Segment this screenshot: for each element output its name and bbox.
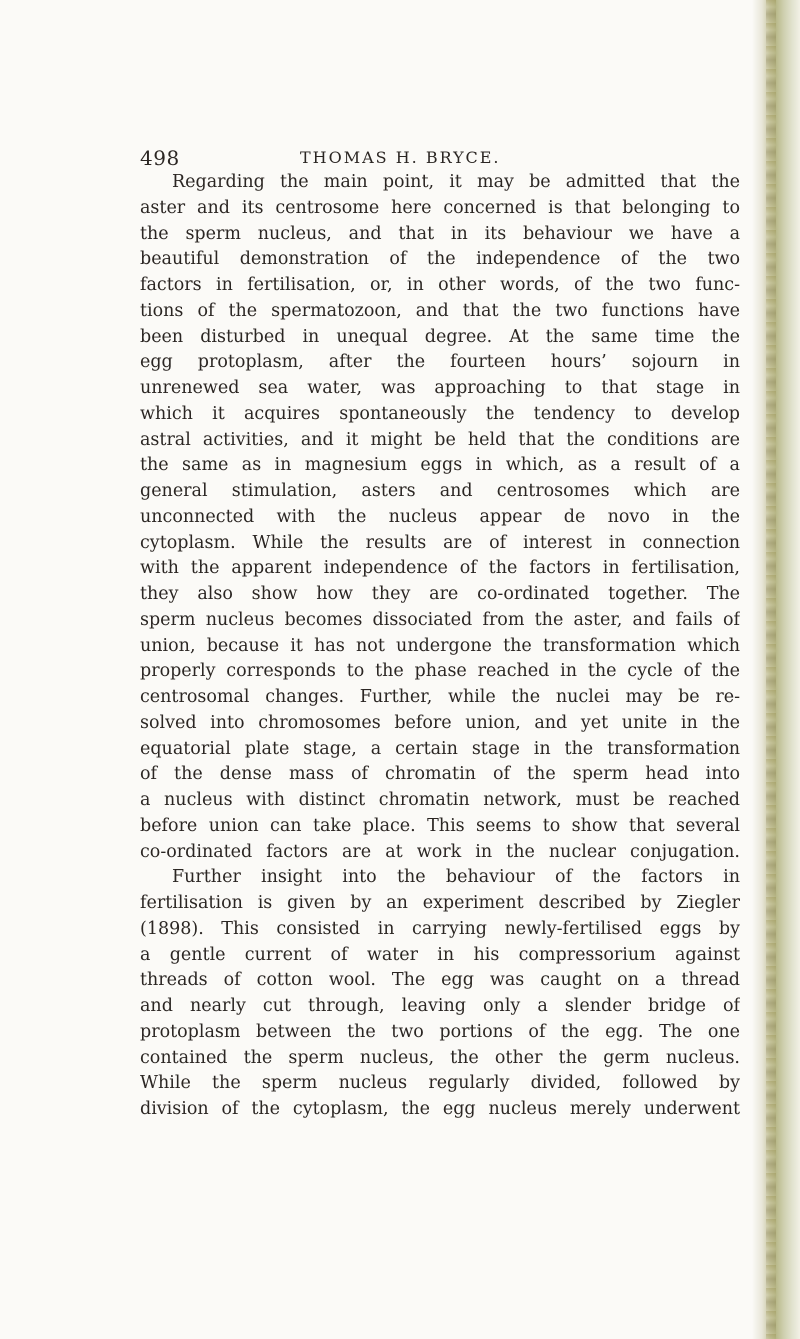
text-line: beautiful demonstration of the independence of the two <box>140 249 740 270</box>
text-line: general stimulation, asters and centrosomes which are <box>140 481 740 501</box>
text-line: a nucleus with distinct chromatin network, must be reached <box>140 790 740 810</box>
text-line: unrenewed sea water, was approaching to that stage in <box>140 378 740 398</box>
text-line: of the dense mass of chromatin of the sperm head into <box>140 764 740 785</box>
text-line: aster and its centrosome here concerned is that belonging to <box>140 197 740 218</box>
text-line: factors in fertilisation, or, in other words, of the two func- <box>140 275 740 295</box>
text-line: co-ordinated factors are at work in the nuclear conjugation. <box>140 841 740 862</box>
text-line: cytoplasm. While the results are of interest in connection <box>140 532 740 553</box>
text-line: fertilisation is given by an experiment described by Ziegler <box>140 893 740 913</box>
text-line: While the sperm nucleus regularly divided, followed by <box>140 1073 740 1094</box>
text-line: a gentle current of water in his compressorium against <box>140 944 740 965</box>
text-line: before union can take place. This seems to show that several <box>140 815 740 836</box>
text-line: they also show how they are co-ordinated together. The <box>140 584 740 604</box>
text-line: with the apparent independence of the factors in fertilisation, <box>140 558 740 579</box>
text-line: protoplasm between the two portions of the egg. The one <box>140 1021 740 1042</box>
text-line: been disturbed in unequal degree. At the same time the <box>140 326 740 347</box>
text-line: and nearly cut through, leaving only a slender bridge of <box>140 996 740 1016</box>
running-head <box>140 146 740 170</box>
running-title: THOMAS H. BRYCE. <box>300 148 501 167</box>
text-line: threads of cotton wool. The egg was caught on a thread <box>140 970 740 991</box>
text-line: Further insight into the behaviour of the factors in <box>172 867 740 888</box>
text-line: tions of the spermatozoon, and that the two functions have <box>140 300 740 321</box>
text-line: (1898). This consisted in carrying newly-fertilised eggs by <box>140 918 740 939</box>
text-line: astral activities, and it might be held that the conditions are <box>140 429 740 450</box>
text-line: unconnected with the nucleus appear de novo in the <box>140 506 740 527</box>
text-line: which it acquires spontaneously the tendency to develop <box>140 403 740 424</box>
text-line: contained the sperm nucleus, the other the germ nucleus. <box>140 1047 740 1068</box>
text-line: Regarding the main point, it may be admitted that the <box>172 172 740 192</box>
text-line: centrosomal changes. Further, while the nuclei may be re- <box>140 687 740 707</box>
text-line: solved into chromosomes before union, and yet unite in the <box>140 712 740 733</box>
text-line: division of the cytoplasm, the egg nucleus merely underwent <box>140 1099 740 1119</box>
body-text <box>140 170 740 1123</box>
text-line: equatorial plate stage, a certain stage in the transformation <box>140 738 740 759</box>
text-line: properly corresponds to the phase reached in the cycle of the <box>140 661 740 682</box>
page-binding-edge <box>752 0 800 1339</box>
text-line: union, because it has not undergone the transformation which <box>140 635 740 656</box>
text-line: the same as in magnesium eggs in which, as a result of a <box>140 455 740 476</box>
text-line: the sperm nucleus, and that in its behaviour we have a <box>140 223 740 244</box>
page-number: 498 <box>140 146 180 170</box>
text-line: sperm nucleus becomes dissociated from the aster, and fails of <box>140 609 740 630</box>
text-line: egg protoplasm, after the fourteen hours’ sojourn in <box>140 352 740 373</box>
